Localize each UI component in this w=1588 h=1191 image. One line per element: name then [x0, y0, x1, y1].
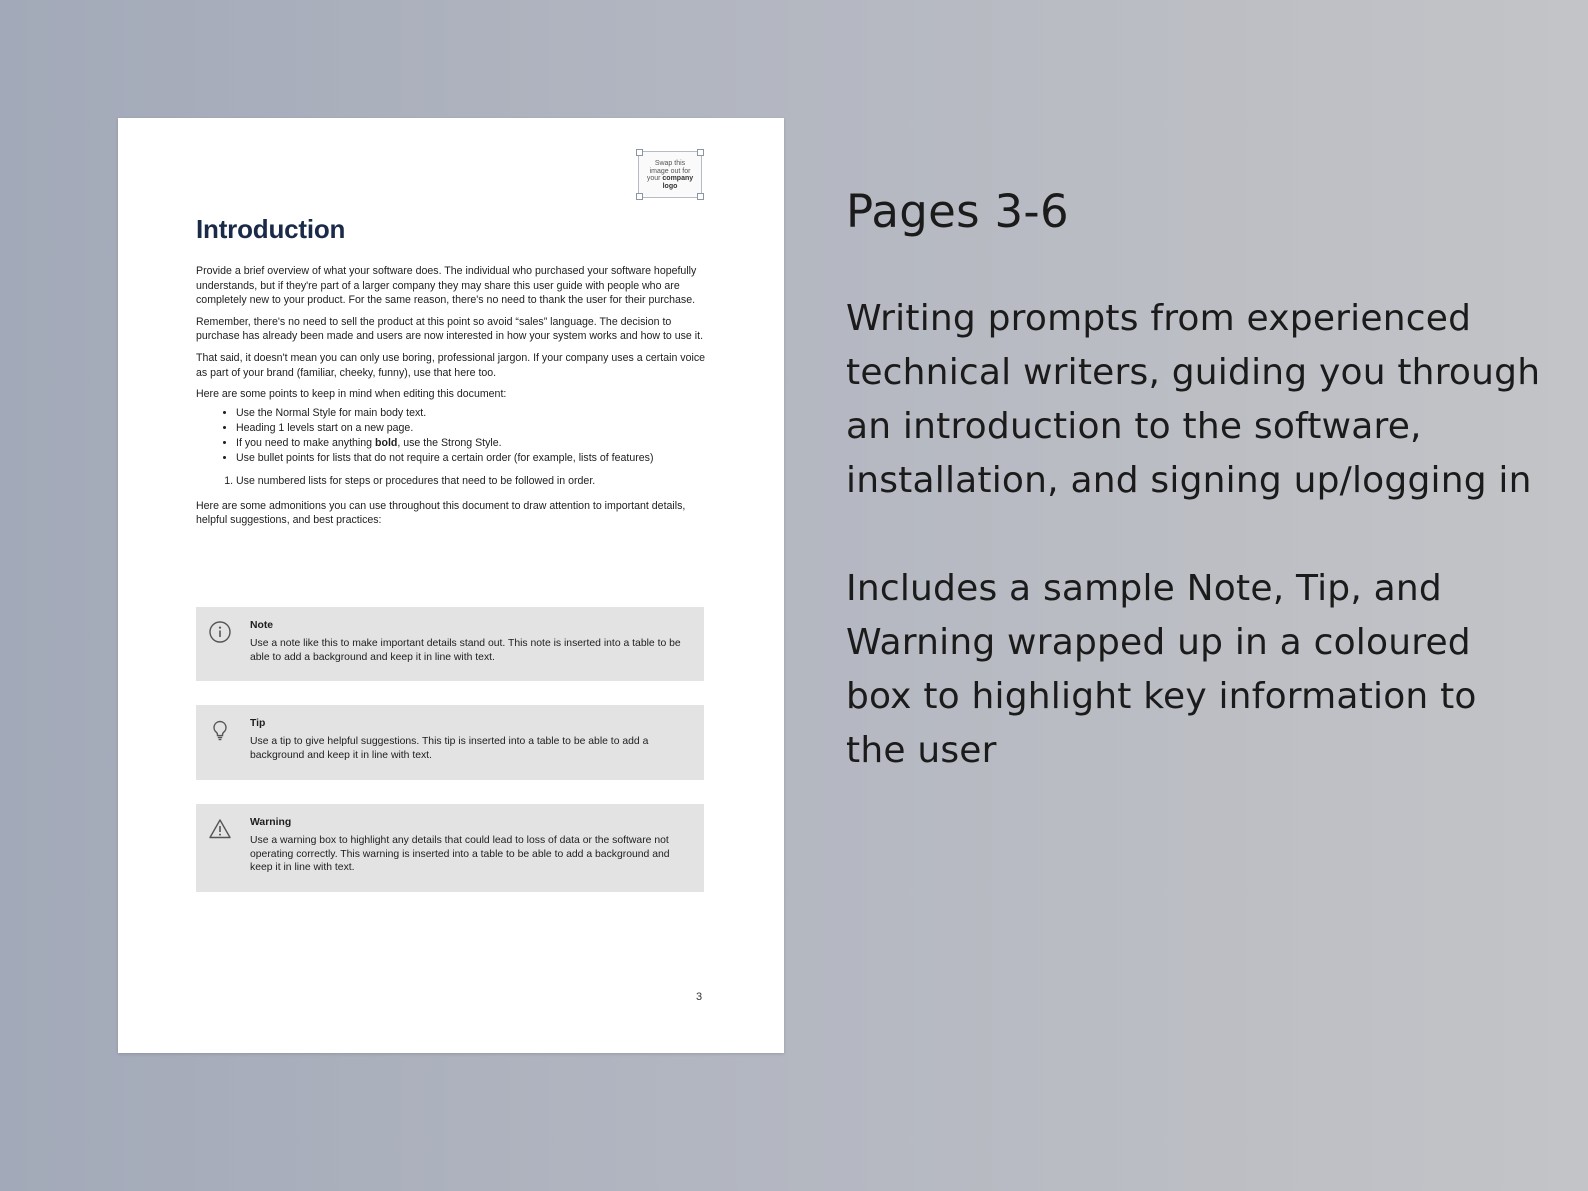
- bullet-item: • Use the Normal Style for main body text.: [236, 406, 706, 421]
- description-heading: Pages 3-6: [846, 185, 1069, 238]
- info-icon: [208, 620, 232, 644]
- document-page-preview: [118, 118, 784, 1053]
- warning-icon: [208, 817, 232, 841]
- warning-box: [196, 804, 704, 892]
- numbered-item: 1. Use numbered lists for steps or procedures that need to be followed in order.: [236, 474, 706, 489]
- bold-word: bold: [375, 436, 398, 449]
- paragraph: Provide a brief overview of what your software does. The individual who purchased your software hopefully understands, but if they're part of a larger company they may share this user guide with people who are completely new to your product. For the same reason, there's no need to thank the user for their purchase.: [196, 265, 697, 307]
- paragraph: That said, it doesn't mean you can only use boring, professional jargon. If your company uses a certain voice as part of your brand (familiar, cheeky, funny), use that here too.: [196, 351, 706, 379]
- tip-text: Use a tip to give helpful suggestions. This tip is inserted into a table to be able to add a background and keep it in line with text.: [250, 735, 649, 761]
- logo-line-3-strong: company: [662, 175, 694, 182]
- note-title: Note: [250, 620, 274, 631]
- logo-line-4: logo: [662, 182, 678, 190]
- logo-line-1: Swap this: [654, 160, 686, 167]
- paragraph: Remember, there's no need to sell the product at this point so avoid “sales” language. The decision to purchase has already been made and users are now interested in how your system works and how to use it.: [196, 315, 704, 343]
- bullet-list: [196, 406, 706, 466]
- logo-placeholder: [638, 151, 702, 198]
- tip-title: Tip: [250, 718, 266, 729]
- logo-line-3: [639, 175, 701, 183]
- note-box: [196, 607, 704, 681]
- logo-line-2: image out for: [649, 167, 691, 175]
- bullet-item-text: If you need to make anything: [236, 436, 375, 449]
- description-paragraph: Writing prompts from experienced technical writers, guiding you through an introduction to the software, installation, and signing up/logging in: [846, 298, 1541, 501]
- page-number: 3: [696, 991, 703, 1003]
- document-body: [196, 264, 706, 535]
- note-text: Use a note like this to make important details stand out. This note is inserted into a table to be able to add a background and keep it in line with text.: [250, 637, 681, 663]
- tip-box: [196, 705, 704, 780]
- warning-title: Warning: [250, 817, 292, 828]
- paragraph: Here are some points to keep in mind when editing this document:: [196, 388, 507, 401]
- admonitions-intro: Here are some admonitions you can use throughout this document to draw attention to important details, helpful suggestions, and best practices:: [196, 499, 686, 527]
- warning-text: Use a warning box to highlight any details that could lead to loss of data or the software not operating correctly. This warning is inserted into a table to be able to add a background and keep it in line with text.: [250, 834, 670, 874]
- logo-line-3-prefix: your: [646, 175, 663, 182]
- document-title: Introduction: [196, 214, 346, 244]
- bullet-item: • Use bullet points for lists that do not require a certain order (for example, lists of features): [236, 451, 706, 466]
- bullet-item-text: , use the Strong Style.: [397, 436, 502, 449]
- description-paragraph: Includes a sample Note, Tip, and Warning wrapped up in a coloured box to highlight key information to the user: [846, 568, 1477, 771]
- bullet-item: • Heading 1 levels start on a new page.: [236, 421, 706, 436]
- bullet-item: [236, 436, 706, 451]
- numbered-list: [196, 474, 706, 489]
- description-panel: [846, 180, 1546, 778]
- lightbulb-icon: [208, 718, 232, 742]
